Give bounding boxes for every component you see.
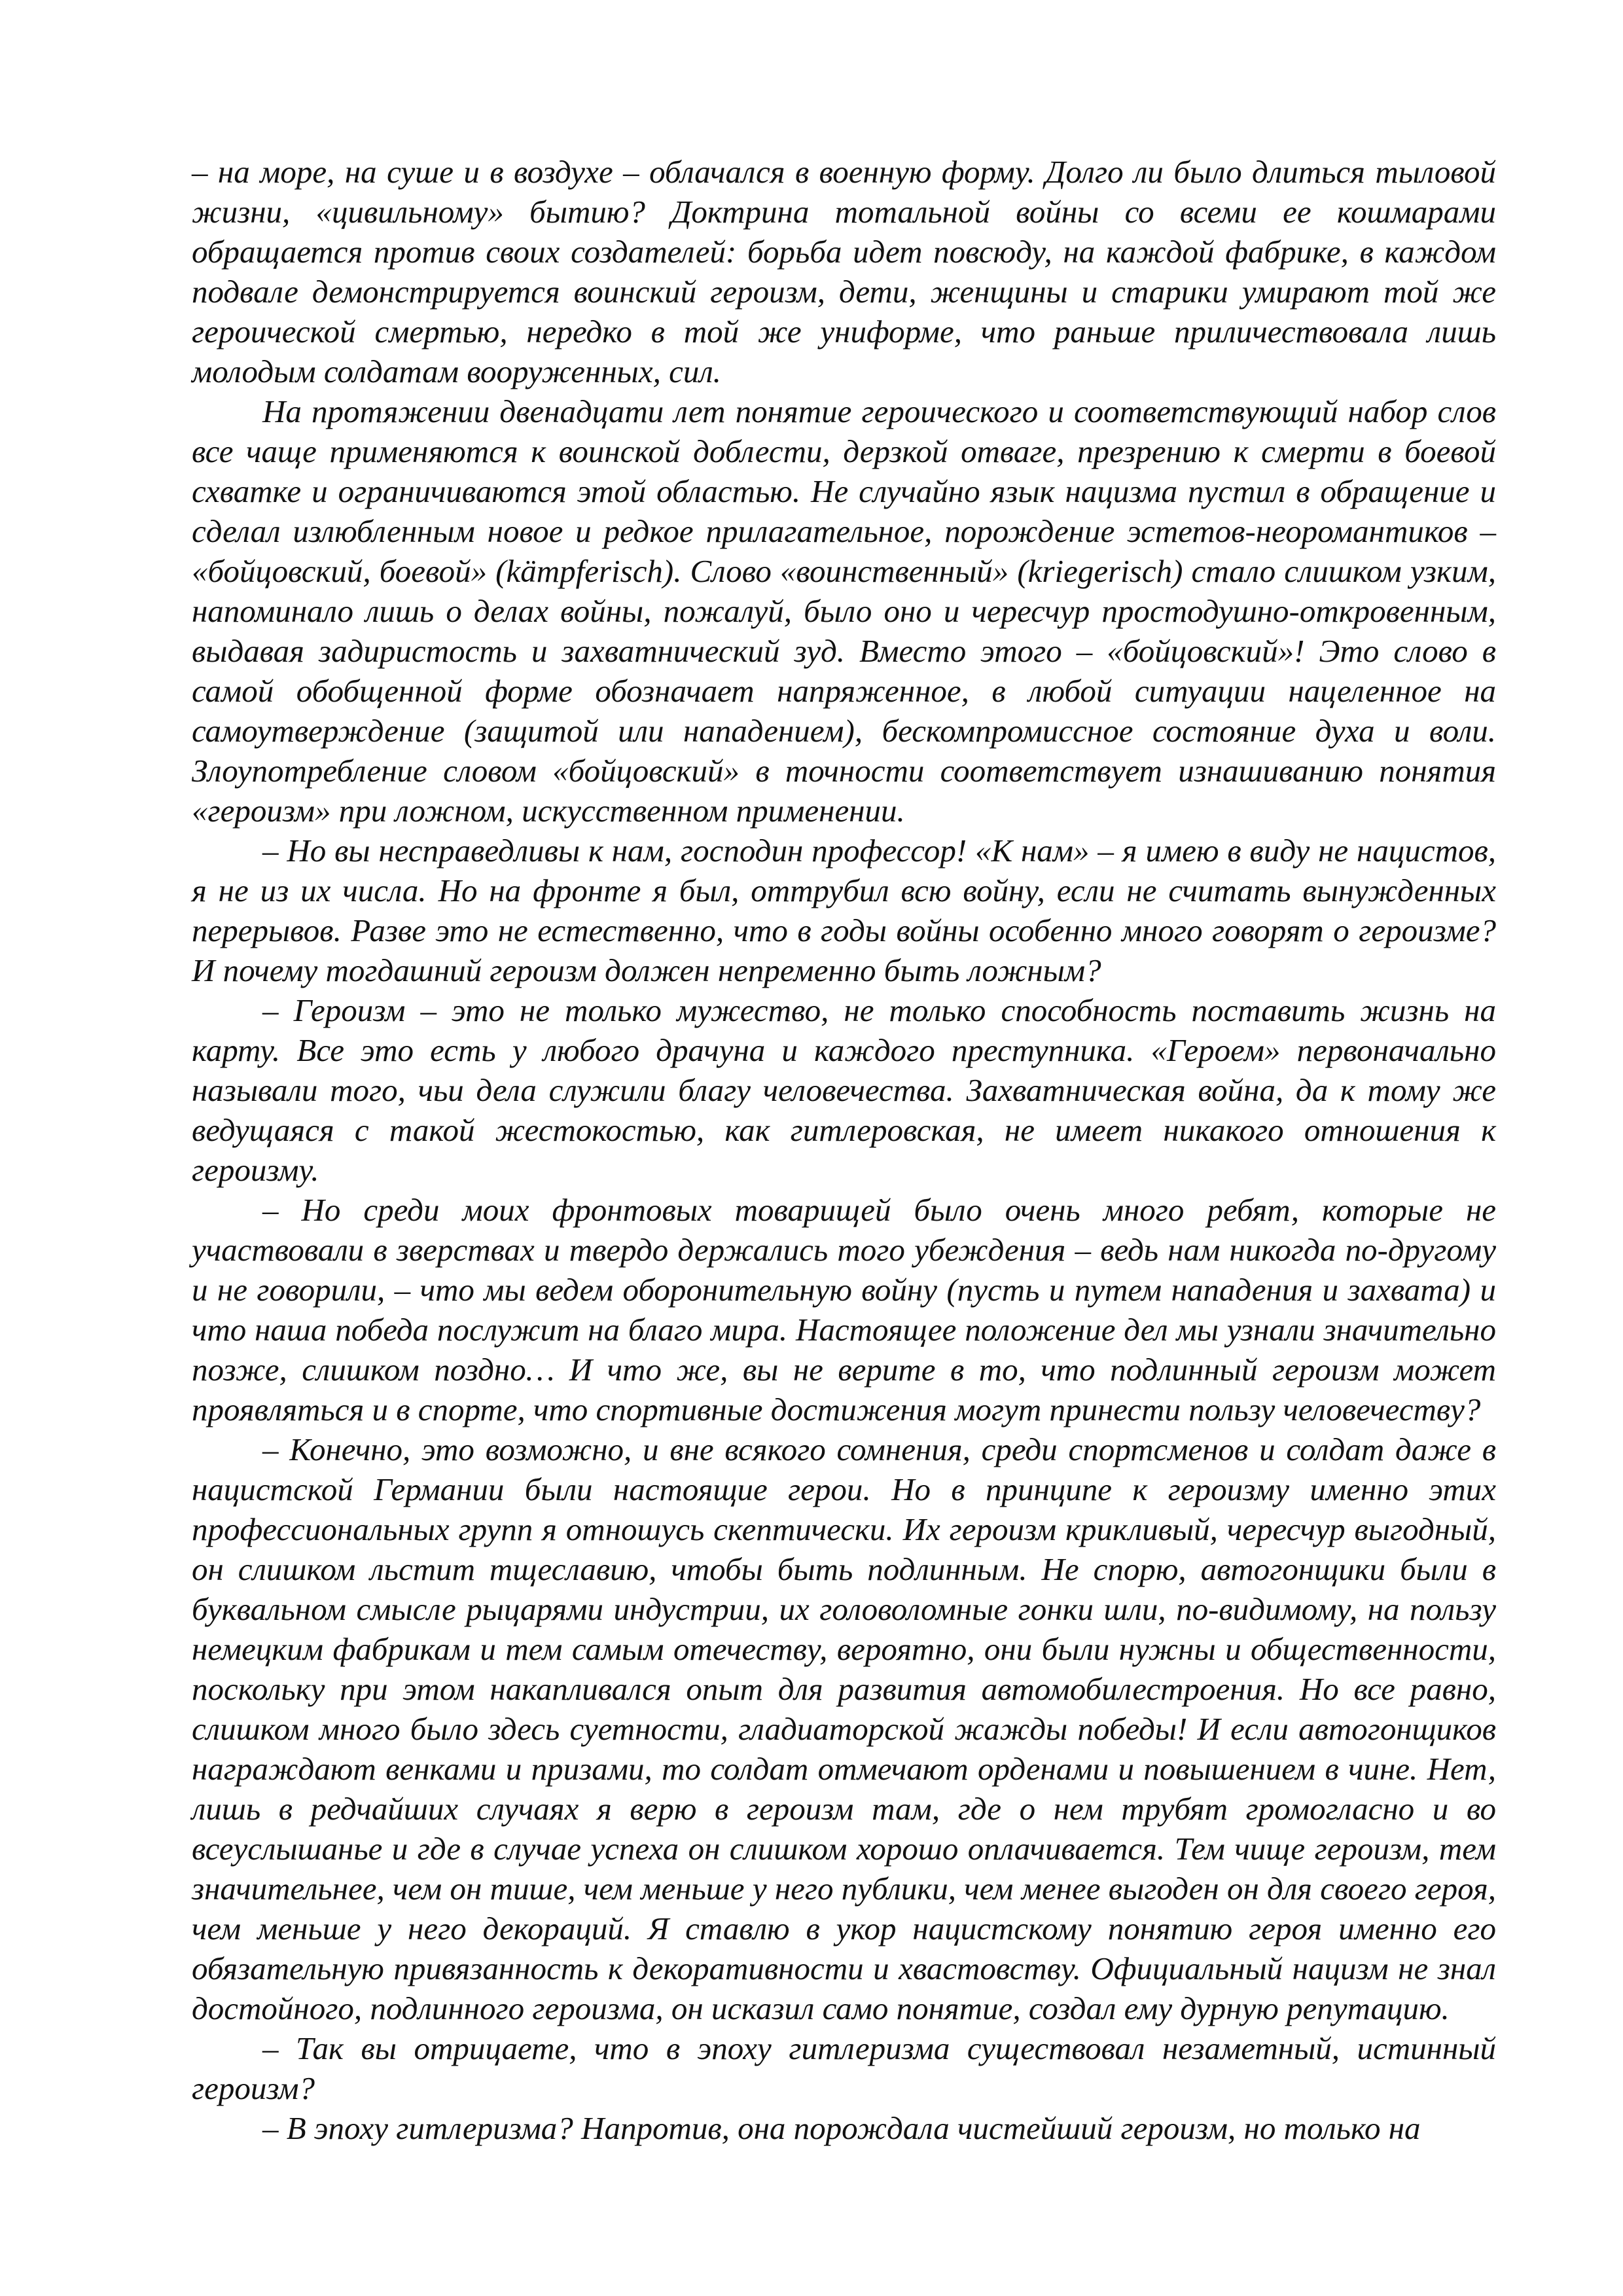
paragraph-heroism-definition: – Героизм – это не только мужество, не только способность поставить жизнь на карту. Все это есть у любого драчуна и каждого преступника. «Героем» первоначально называли того, чьи дела служили благу человечества. Захватническая война, да к тому же ведущаяся с такой жестокостью, как гитлеровская, не имеет никакого отношения к героизму. (192, 992, 1496, 1188)
paragraph-question: – Так вы отрицаете, что в эпоху гитлеризма существовал незаметный, истинный героизм? (192, 2030, 1496, 2106)
paragraph-heroism-vocabulary: На протяжении двенадцати лет понятие героического и соответствующий набор слов все чаще применяются к воинской доблести, дерзкой отваге, презрению к смерти в боевой схватке и ограничиваются этой областью. Не случайно язык нацизма пустил в обращение и сделал излюбленным новое и редкое прилагательное, порождение эстетов-неоромантиков – «бойцовский, боевой» (kämpferisch). Слово «воинственный» (kriegerisch) стало слишком узким, напоминало лишь о делах войны, пожалуй, было оно и чересчур простодушно-откровенным, выдавая задиристость и захватнический зуд. Вместо этого – «бойцовский»! Это слово в самой обобщенной форме обозначает напряженное, в любой ситуации нацеленное на самоутверждение (защитой или нападением), бескомпромиссное состояние духа и воли. Злоупотребление словом «бойцовский» в точности соответствует изнашиванию понятия «героизм» при ложном, искусственном применении. (192, 393, 1496, 829)
paragraph-continuation: – на море, на суше и в воздухе – облачался в военную форму. Долго ли было длиться тыловой жизни, «цивильному» бытию? Доктрина тотальной войны со всеми ее кошмарами обращается против своих создателей: борьба идет повсюду, на каждой фабрике, в каждом подвале демонстрируется воинский героизм, дети, женщины и старики умирают той же героической смертью, нередко в той же униформе, что раньше приличествовала лишь молодым солдатам вооруженных, сил. (192, 154, 1496, 389)
paragraph-sport-and-soldiers: – Конечно, это возможно, и вне всякого сомнения, среди спортсменов и солдат даже в нацистской Германии были настоящие герои. Но в принципе к героизму именно этих профессиональных групп я отношусь скептически. Их героизм крикливый, чересчур выгодный, он слишком льстит тщеславию, чтобы быть подлинным. Не спорю, автогонщики были в буквальном смысле рыцарями индустрии, их головоломные гонки шли, по-видимому, на пользу немецким фабрикам и тем самым отечеству, вероятно, они были нужны и общественности, поскольку при этом накапливался опыт для развития автомобилестроения. Но все равно, слишком много было здесь суетности, гладиаторской жажды победы! И если автогонщиков награждают венками и призами, то солдат отмечают орденами и повышением в чине. Нет, лишь в редчайших случаях я верю в героизм там, где о нем трубят громогласно и во всеуслышанье и где в случае успеха он слишком хорошо оплачивается. Тем чище героизм, тем значительнее, чем он тише, чем меньше у него публики, чем менее выгоден он для своего героя, чем меньше у него декораций. Я ставлю в укор нацистскому понятию героя именно его обязательную привязанность к декоративности и хвастовству. Официальный нацизм не знал достойного, подлинного героизма, он исказил само понятие, создал ему дурную репутацию. (192, 1431, 1496, 2026)
paragraph-front-comrades: – Но среди моих фронтовых товарищей было очень много ребят, которые не участвовали в зверствах и твердо держались того убеждения – ведь нам никогда по-другому и не говорили, – что мы ведем оборонительную войну (пусть и путем нападения и захвата) и что наша победа послужит на благо мира. Настоящее положение дел мы узнали значительно позже, слишком поздно… И что же, вы не верите в то, что подлинный героизм может проявляться и в спорте, что спортивные достижения могут принести пользу человечеству? (192, 1192, 1496, 1427)
paragraph-answer: – В эпоху гитлеризма? Напротив, она порождала чистейший героизм, но только на (262, 2110, 1421, 2146)
paragraph-objection: – Но вы несправедливы к нам, господин профессор! «К нам» – я имею в виду не нацистов, я не из их числа. Но на фронте я был, оттрубил всю войну, если не считать вынужденных перерывов. Разве это не естественно, что в годы войны особенно много говорят о героизме? И почему тогдашний героизм должен непременно быть ложным? (192, 833, 1496, 988)
body-text (192, 152, 1496, 2148)
